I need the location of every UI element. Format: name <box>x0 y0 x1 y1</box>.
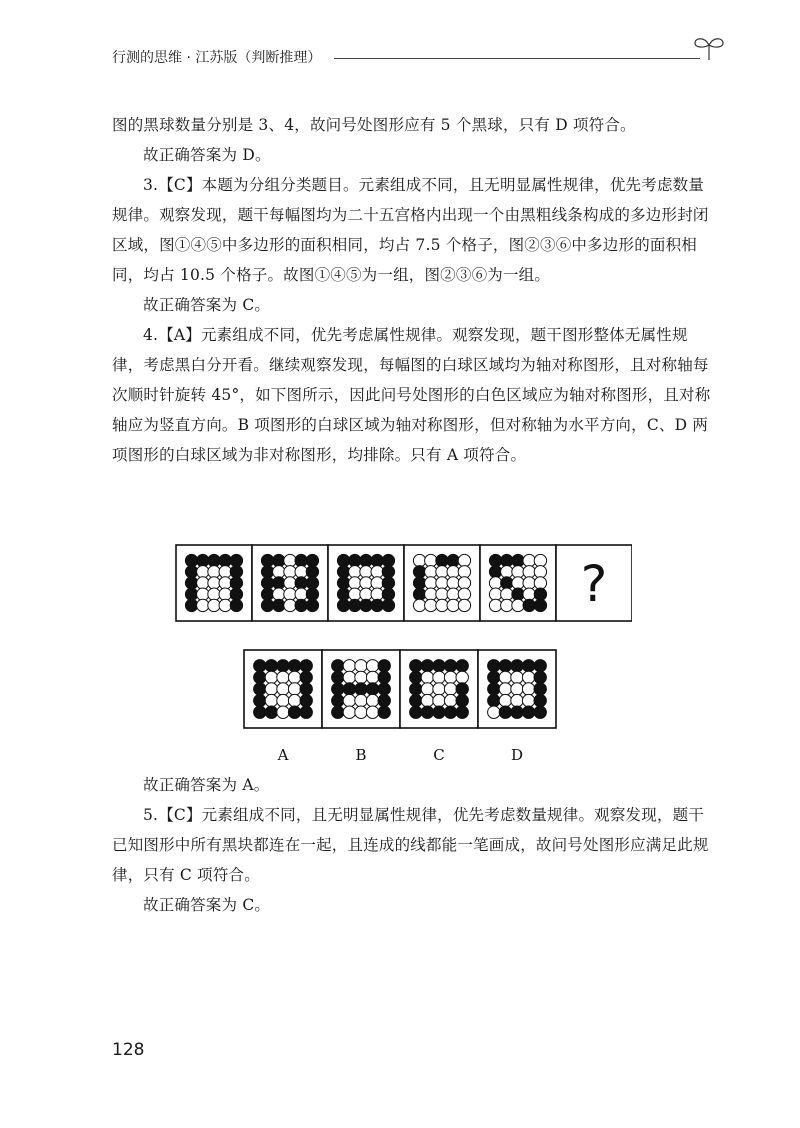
white-ball <box>421 683 433 695</box>
white-ball <box>436 566 448 578</box>
white-ball <box>371 566 383 578</box>
white-ball <box>488 706 500 718</box>
black-ball <box>421 660 433 672</box>
white-ball <box>425 554 437 566</box>
black-ball <box>447 554 459 566</box>
paragraph: 图的黑球数量分别是 3、4，故问号处图形应有 5 个黑球，只有 D 项符合。 <box>112 116 636 134</box>
white-ball <box>499 683 511 695</box>
white-ball <box>208 577 220 589</box>
option-label: B <box>355 746 367 764</box>
black-ball <box>300 660 312 672</box>
black-ball <box>378 706 390 718</box>
white-ball <box>366 671 378 683</box>
white-ball <box>501 588 513 600</box>
white-ball <box>355 671 367 683</box>
white-ball <box>197 566 209 578</box>
white-ball <box>522 683 534 695</box>
black-ball <box>534 599 546 611</box>
white-ball <box>284 577 296 589</box>
white-ball <box>208 588 220 600</box>
black-ball <box>337 588 349 600</box>
black-ball <box>436 554 448 566</box>
white-ball <box>277 683 289 695</box>
black-ball <box>499 660 511 672</box>
white-ball <box>458 554 470 566</box>
white-ball <box>447 577 459 589</box>
white-ball <box>197 577 209 589</box>
black-ball <box>360 554 372 566</box>
black-ball <box>523 599 535 611</box>
black-ball <box>522 660 534 672</box>
black-ball <box>332 706 344 718</box>
white-ball <box>447 566 459 578</box>
white-ball <box>349 588 361 600</box>
black-ball <box>488 660 500 672</box>
white-ball <box>425 566 437 578</box>
white-ball <box>523 577 535 589</box>
black-ball <box>410 660 422 672</box>
black-ball <box>534 660 546 672</box>
white-ball <box>355 660 367 672</box>
white-ball <box>511 683 523 695</box>
white-ball <box>522 694 534 706</box>
black-ball <box>433 660 445 672</box>
paragraph: 故正确答案为 D。 <box>143 146 271 164</box>
black-ball <box>512 554 524 566</box>
paragraph: 3.【C】本题为分组分类题目。元素组成不同，且无明显属性规律，优先考虑数量规律。观察发现，题干每幅图均为二十五宫格内出现一个由黑粗线条构成的多边形封闭区域，图①④⑤中多边形的面积相同，均占 7.5 个格子，图②③⑥中多边形的面积相同，均占 10.5 个格子。故图①④⑤为一组，图②③⑥为一组。 <box>112 176 709 284</box>
black-ball <box>489 554 501 566</box>
black-ball <box>366 683 378 695</box>
black-ball <box>378 694 390 706</box>
black-ball <box>371 554 383 566</box>
white-ball <box>425 588 437 600</box>
body-text <box>112 110 716 470</box>
black-ball <box>185 566 197 578</box>
sequence-cell <box>328 545 404 621</box>
option-label: C <box>433 746 445 764</box>
black-ball <box>185 554 197 566</box>
white-ball <box>360 566 372 578</box>
white-ball <box>512 566 524 578</box>
white-ball <box>433 671 445 683</box>
black-ball <box>230 554 242 566</box>
black-ball <box>534 706 546 718</box>
black-ball <box>337 566 349 578</box>
white-ball <box>284 588 296 600</box>
black-ball <box>337 554 349 566</box>
black-ball <box>208 554 220 566</box>
black-ball <box>522 706 534 718</box>
black-ball <box>265 660 277 672</box>
black-ball <box>456 660 468 672</box>
black-ball <box>511 660 523 672</box>
white-ball <box>343 694 355 706</box>
white-ball <box>436 599 448 611</box>
white-ball <box>421 694 433 706</box>
white-ball <box>288 694 300 706</box>
paragraph: 4.【A】元素组成不同，优先考虑属性规律。观察发现，题干图形整体无属性规律，考虑黑白分开看。继续观察发现，每幅图的白球区域均为轴对称图形，且对称轴每次顺时针旋转 45°，如下图所示，因此问号处图形的白色区域应为轴对称图形，且对称轴应为竖直方向。B 项图形的白球区域为轴对称图形，但对称轴为水平方向，C、D 两项图形的白球区域为非对称图形，均排除。只有 A 项符合。 <box>112 326 711 464</box>
white-ball <box>366 706 378 718</box>
black-ball <box>261 577 273 589</box>
sequence-cell <box>252 545 328 621</box>
white-ball <box>265 671 277 683</box>
black-ball <box>273 599 285 611</box>
sequence-figure <box>172 540 632 626</box>
white-ball <box>444 694 456 706</box>
black-ball <box>355 683 367 695</box>
paragraph: 故正确答案为 C。 <box>143 896 271 914</box>
white-ball <box>523 588 535 600</box>
black-ball <box>382 554 394 566</box>
black-ball <box>488 671 500 683</box>
white-ball <box>421 671 433 683</box>
black-ball <box>261 599 273 611</box>
white-ball <box>288 683 300 695</box>
black-ball <box>360 599 372 611</box>
option-cell <box>478 650 556 728</box>
white-ball <box>360 577 372 589</box>
white-ball <box>219 599 231 611</box>
white-ball <box>284 566 296 578</box>
black-ball <box>288 706 300 718</box>
white-ball <box>284 554 296 566</box>
options-figure <box>242 648 566 766</box>
black-ball <box>337 577 349 589</box>
black-ball <box>378 683 390 695</box>
black-ball <box>511 706 523 718</box>
black-ball <box>185 577 197 589</box>
option-label: A <box>277 746 289 764</box>
white-ball <box>534 566 546 578</box>
white-ball <box>511 671 523 683</box>
black-ball <box>254 694 266 706</box>
black-ball <box>219 554 231 566</box>
sequence-cell <box>404 545 480 621</box>
black-ball <box>534 588 546 600</box>
option-cell <box>400 650 478 728</box>
black-ball <box>456 706 468 718</box>
white-ball <box>433 694 445 706</box>
black-ball <box>512 588 524 600</box>
black-ball <box>230 588 242 600</box>
running-header <box>112 48 712 72</box>
white-ball <box>489 588 501 600</box>
tail-text <box>112 770 716 920</box>
black-ball <box>300 683 312 695</box>
white-ball <box>265 694 277 706</box>
white-ball <box>343 660 355 672</box>
black-ball <box>197 554 209 566</box>
black-ball <box>254 671 266 683</box>
black-ball <box>410 694 422 706</box>
black-ball <box>337 599 349 611</box>
white-ball <box>343 671 355 683</box>
white-ball <box>501 599 513 611</box>
white-ball <box>458 588 470 600</box>
black-ball <box>295 554 307 566</box>
white-ball <box>355 706 367 718</box>
black-ball <box>254 660 266 672</box>
black-ball <box>534 694 546 706</box>
black-ball <box>332 660 344 672</box>
black-ball <box>306 566 318 578</box>
white-ball <box>288 671 300 683</box>
white-ball <box>277 706 289 718</box>
black-ball <box>410 671 422 683</box>
white-ball <box>349 566 361 578</box>
white-ball <box>197 588 209 600</box>
black-ball <box>254 706 266 718</box>
white-ball <box>444 683 456 695</box>
black-ball <box>295 577 307 589</box>
black-ball <box>230 577 242 589</box>
black-ball <box>306 554 318 566</box>
white-ball <box>343 706 355 718</box>
header-rule <box>334 58 700 59</box>
black-ball <box>261 566 273 578</box>
option-cell <box>322 650 400 728</box>
black-ball <box>410 706 422 718</box>
black-ball <box>444 706 456 718</box>
white-ball <box>284 599 296 611</box>
white-ball <box>501 566 513 578</box>
white-ball <box>425 577 437 589</box>
black-ball <box>382 588 394 600</box>
white-ball <box>447 599 459 611</box>
white-ball <box>197 599 209 611</box>
black-ball <box>254 683 266 695</box>
white-ball <box>295 566 307 578</box>
black-ball <box>382 599 394 611</box>
black-ball <box>413 588 425 600</box>
white-ball <box>456 671 468 683</box>
white-ball <box>208 566 220 578</box>
black-ball <box>410 683 422 695</box>
black-ball <box>456 683 468 695</box>
white-ball <box>273 566 285 578</box>
black-ball <box>295 599 307 611</box>
black-ball <box>185 599 197 611</box>
white-ball <box>458 599 470 611</box>
white-ball <box>522 671 534 683</box>
white-ball <box>512 577 524 589</box>
black-ball <box>230 599 242 611</box>
black-ball <box>332 694 344 706</box>
black-ball <box>332 683 344 695</box>
black-ball <box>382 577 394 589</box>
white-ball <box>273 588 285 600</box>
black-ball <box>534 671 546 683</box>
black-ball <box>378 671 390 683</box>
white-ball <box>360 588 372 600</box>
white-ball <box>413 554 425 566</box>
question-mark: ? <box>580 555 608 613</box>
black-ball <box>378 660 390 672</box>
black-ball <box>349 554 361 566</box>
option-cell <box>244 650 322 728</box>
white-ball <box>436 577 448 589</box>
white-ball <box>366 694 378 706</box>
black-ball <box>421 706 433 718</box>
white-ball <box>219 588 231 600</box>
black-ball <box>413 566 425 578</box>
header-title: 行测的思维 · 江苏版（判断推理） <box>112 50 322 66</box>
white-ball <box>295 588 307 600</box>
white-ball <box>534 554 546 566</box>
white-ball <box>489 577 501 589</box>
white-ball <box>447 588 459 600</box>
black-ball <box>501 554 513 566</box>
black-ball <box>265 706 277 718</box>
white-ball <box>489 599 501 611</box>
black-ball <box>306 599 318 611</box>
black-ball <box>382 566 394 578</box>
white-ball <box>511 694 523 706</box>
black-ball <box>456 694 468 706</box>
black-ball <box>488 694 500 706</box>
black-ball <box>444 660 456 672</box>
black-ball <box>300 694 312 706</box>
white-ball <box>425 599 437 611</box>
black-ball <box>306 588 318 600</box>
white-ball <box>366 660 378 672</box>
black-ball <box>277 660 289 672</box>
black-ball <box>261 588 273 600</box>
white-ball <box>349 577 361 589</box>
black-ball <box>349 599 361 611</box>
black-ball <box>185 588 197 600</box>
white-ball <box>208 599 220 611</box>
black-ball <box>300 671 312 683</box>
paragraph: 故正确答案为 C。 <box>143 296 271 314</box>
white-ball <box>265 683 277 695</box>
paragraph: 故正确答案为 A。 <box>143 776 270 794</box>
black-ball <box>288 660 300 672</box>
white-ball <box>499 694 511 706</box>
black-ball <box>433 706 445 718</box>
black-ball <box>413 577 425 589</box>
black-ball <box>273 577 285 589</box>
white-ball <box>219 577 231 589</box>
white-ball <box>534 577 546 589</box>
sprout-icon <box>692 34 726 62</box>
black-ball <box>534 683 546 695</box>
black-ball <box>332 671 344 683</box>
black-ball <box>501 577 513 589</box>
black-ball <box>488 683 500 695</box>
black-ball <box>489 566 501 578</box>
white-ball <box>436 588 448 600</box>
white-ball <box>433 683 445 695</box>
white-ball <box>219 566 231 578</box>
white-ball <box>371 577 383 589</box>
option-label: D <box>510 746 524 764</box>
white-ball <box>499 671 511 683</box>
white-ball <box>523 566 535 578</box>
black-ball <box>273 554 285 566</box>
black-ball <box>499 706 511 718</box>
black-ball <box>261 554 273 566</box>
white-ball <box>444 671 456 683</box>
black-ball <box>371 599 383 611</box>
white-ball <box>512 599 524 611</box>
white-ball <box>277 694 289 706</box>
white-ball <box>277 671 289 683</box>
black-ball <box>306 577 318 589</box>
white-ball <box>458 566 470 578</box>
white-ball <box>458 577 470 589</box>
black-ball <box>230 566 242 578</box>
white-ball <box>355 694 367 706</box>
white-ball <box>371 588 383 600</box>
sequence-cell <box>176 545 252 621</box>
black-ball <box>343 683 355 695</box>
sequence-cell <box>480 545 556 621</box>
white-ball <box>413 599 425 611</box>
black-ball <box>300 706 312 718</box>
page-number: 128 <box>112 1040 145 1060</box>
white-ball <box>523 554 535 566</box>
paragraph: 5.【C】元素组成不同，且无明显属性规律，优先考虑数量规律。观察发现，题干已知图形中所有黑块都连在一起，且连成的线都能一笔画成，故问号处图形应满足此规律，只有 C 项符合。 <box>112 806 709 884</box>
